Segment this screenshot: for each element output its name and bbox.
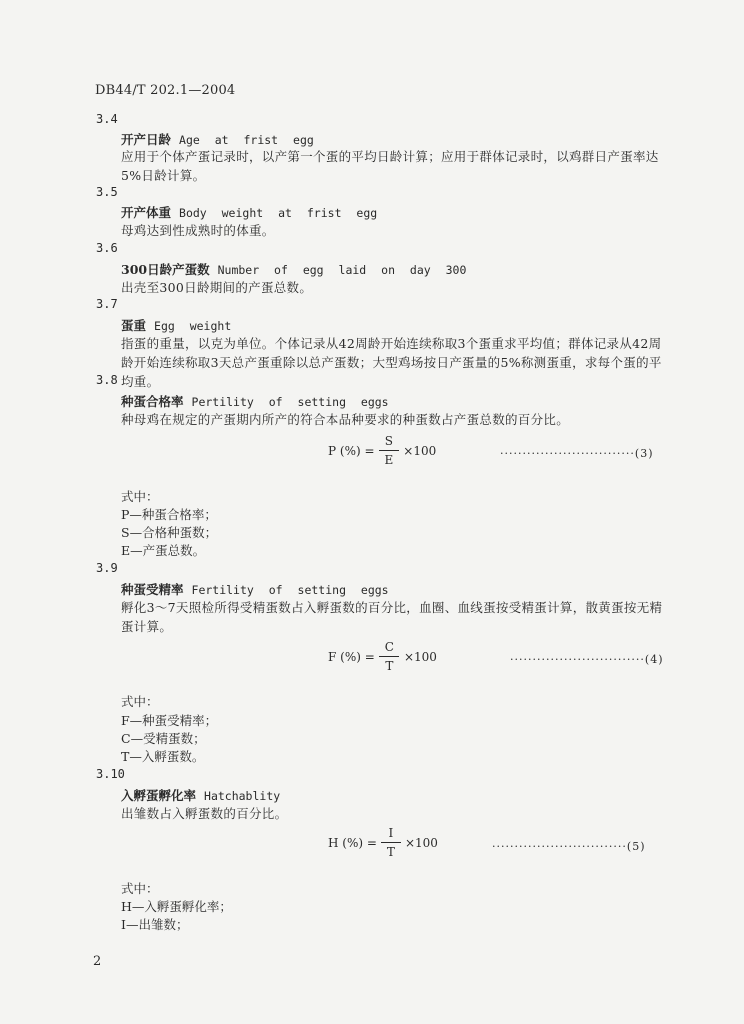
term-en: Body weight at frist egg <box>179 206 378 220</box>
term-en: Number of egg laid on day 300 <box>217 263 467 277</box>
variable-definition: E—产蛋总数。 <box>121 543 206 558</box>
equation-number: ······························(5) <box>492 840 646 853</box>
term-en: Fertility of setting eggs <box>191 583 389 597</box>
where-label: 式中： <box>121 881 159 896</box>
term-en: Age at frist egg <box>179 133 314 147</box>
variable-definition: H—入孵蛋孵化率； <box>121 899 232 914</box>
term-en: Pertility of setting eggs <box>191 395 389 409</box>
term-en: Egg weight <box>154 319 232 333</box>
numerator: S <box>384 434 394 448</box>
term-heading <box>121 786 280 804</box>
variable-definition: C—受精蛋数； <box>121 731 206 746</box>
clause-number: 3.6 <box>96 241 118 255</box>
formula-lhs: H (%) = <box>328 835 377 850</box>
multiplier: ×100 <box>403 649 437 664</box>
variable-definition: I—出雏数； <box>121 917 189 932</box>
clause-number: 3.4 <box>96 112 118 126</box>
formula <box>328 640 437 673</box>
equation-number: ······························(3) <box>500 447 654 460</box>
formula-lhs: P (%) = <box>328 443 375 458</box>
clause-number: 3.5 <box>96 185 118 199</box>
definition-text: 孵化3～7天照检所得受精蛋数占入孵蛋数的百分比，血圈、血线蛋按受精蛋计算，散黄蛋按无精蛋计算。 <box>121 600 663 634</box>
variable-definition: F—种蛋受精率； <box>121 713 218 728</box>
term-heading <box>121 392 389 410</box>
numerator: C <box>384 640 394 654</box>
equation-number: ······························(4) <box>510 653 664 666</box>
fraction <box>381 826 401 859</box>
term-heading <box>121 130 314 148</box>
formula-lhs: F (%) = <box>328 649 375 664</box>
clause-number: 3.8 <box>96 373 118 387</box>
denominator: E <box>379 450 400 467</box>
definition-text: 出壳至300日龄期间的产蛋总数。 <box>121 280 313 295</box>
denominator: T <box>379 656 399 673</box>
term-heading <box>121 203 377 221</box>
term-heading <box>121 316 231 334</box>
where-label: 式中： <box>121 489 159 504</box>
definition-text: 种母鸡在规定的产蛋期内所产的符合本品种要求的种蛋数占产蛋总数的百分比。 <box>121 412 570 427</box>
fraction <box>379 434 400 467</box>
definition-text: 指蛋的重量，以克为单位。个体记录从42周龄开始连续称取3个蛋重求平均值；群体记录从42周龄开始连续称取3天总产蛋重除以总产蛋数；大型鸡场按日产蛋量的5%称测蛋重，求每个蛋的平均重。 <box>121 336 662 389</box>
term-cn: 种蛋合格率 <box>121 394 184 409</box>
term-cn: 蛋重 <box>121 318 147 333</box>
term-cn: 开产日龄 <box>121 132 172 147</box>
variable-definition: S—合格种蛋数； <box>121 525 218 540</box>
numerator: I <box>388 826 394 840</box>
multiplier: ×100 <box>404 835 438 850</box>
term-cn: 种蛋受精率 <box>121 582 184 597</box>
definition-text: 出雏数占入孵蛋数的百分比。 <box>121 806 288 821</box>
multiplier: ×100 <box>403 443 437 458</box>
page-number: 2 <box>93 954 102 969</box>
clause-number: 3.7 <box>96 297 118 311</box>
term-heading <box>121 260 466 278</box>
variable-definition: P—种蛋合格率； <box>121 507 217 522</box>
clause-number: 3.9 <box>96 561 118 575</box>
formula <box>328 434 436 467</box>
standard-number-header: DB44/T 202.1—2004 <box>95 83 236 98</box>
clause-number: 3.10 <box>96 767 125 781</box>
where-label: 式中： <box>121 694 159 709</box>
definition-text: 应用于个体产蛋记录时，以产第一个蛋的平均日龄计算；应用于群体记录时，以鸡群日产蛋率达5%日龄计算。 <box>121 149 659 183</box>
denominator: T <box>381 842 401 859</box>
bleed-through-text <box>390 115 395 134</box>
variable-definition: T—入孵蛋数。 <box>121 749 205 764</box>
definition-text: 母鸡达到性成熟时的体重。 <box>121 223 275 238</box>
formula <box>328 826 438 859</box>
term-heading <box>121 580 389 598</box>
term-en: Hatchablity <box>204 789 281 803</box>
term-cn: 开产体重 <box>121 205 172 220</box>
term-cn: 入孵蛋孵化率 <box>121 788 197 803</box>
term-cn: 300日龄产蛋数 <box>121 262 210 277</box>
fraction <box>379 640 400 673</box>
